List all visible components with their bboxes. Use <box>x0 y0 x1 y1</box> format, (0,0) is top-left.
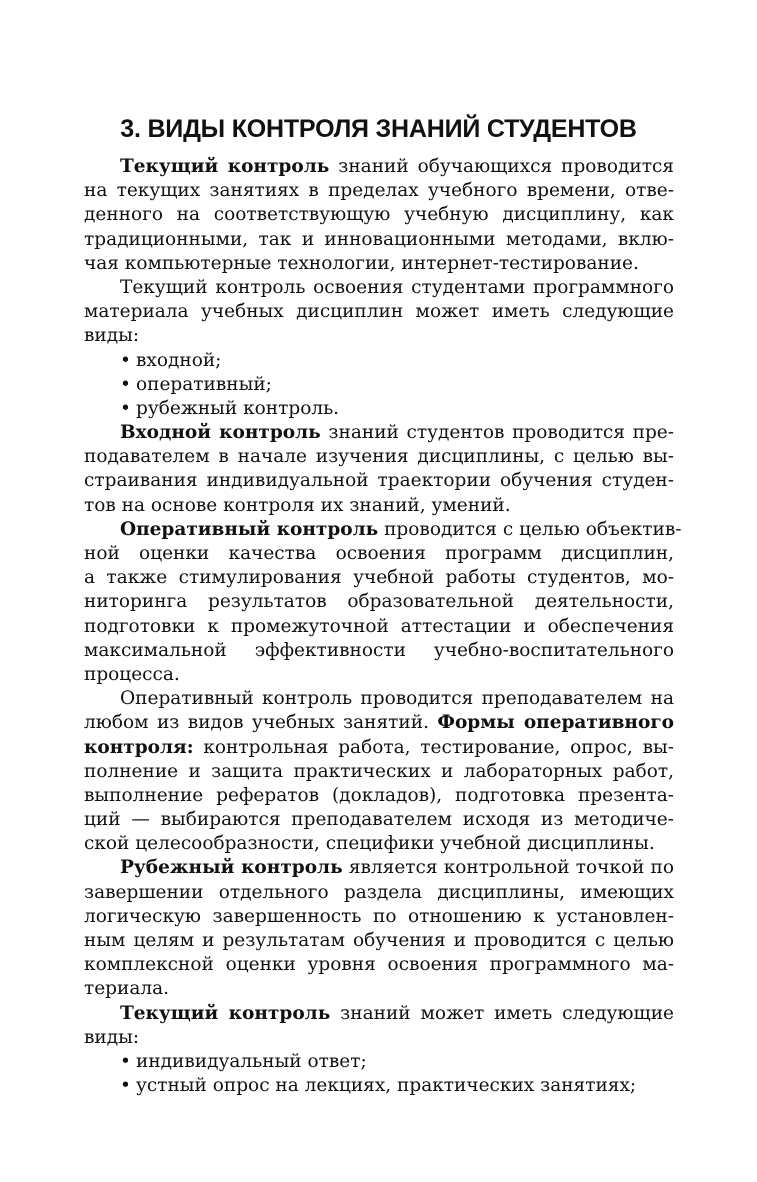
text-line: комплексной оценки уровня освоения программного ма- <box>84 954 674 976</box>
term-bold: Входной контроль <box>120 422 321 444</box>
text-line: на текущих занятиях в пределах учебного времени, отве- <box>84 180 674 202</box>
text-line: Оперативный контроль проводится преподавателем на <box>120 688 674 710</box>
text-line: Текущий контроль знаний обучающихся проводится <box>120 156 674 177</box>
text-line: подготовки к промежуточной аттестации и обеспечения <box>84 615 674 637</box>
text-line: Текущий контроль освоения студентами программного <box>120 276 674 298</box>
list-item: • рубежный контроль. <box>84 397 674 421</box>
text-line: ций — выбираются преподавателем исходя из методиче- <box>84 809 674 831</box>
text-line: традиционными, так и инновационными методами, вклю- <box>84 228 674 250</box>
text-line: а также стимулирования учебной работы студентов, мо- <box>84 567 674 589</box>
text-line: страивания индивидуальной траектории обучения студен- <box>84 470 674 492</box>
section-heading: 3. ВИДЫ КОНТРОЛЯ ЗНАНИЙ СТУДЕНТОВ <box>120 115 637 143</box>
text-line: ской целесообразности, специфики учебной дисциплины. <box>84 833 655 855</box>
list-item: • оперативный; <box>84 373 674 397</box>
term-bold: Оперативный контроль <box>120 518 379 540</box>
text-line: Рубежный контроль является контрольной точкой по <box>120 857 674 879</box>
text-line: контроля: контрольная работа, тестирование, опрос, вы- <box>84 736 674 758</box>
text-line: Входной контроль знаний студентов проводится пре- <box>120 422 674 444</box>
text-line: виды: <box>84 1026 140 1048</box>
text-line: логическую завершенность по отношению к установлен- <box>84 905 674 927</box>
text-line: виды: <box>84 325 140 347</box>
text-line: денного на соответствующую учебную дисциплину, как <box>84 204 674 226</box>
text-line: полнение и защита практических и лабораторных работ, <box>84 760 674 782</box>
text-line: материала учебных дисциплин может иметь следующие <box>84 301 674 323</box>
term-bold: контроля: <box>84 736 194 758</box>
text-line: ной оценки качества освоения программ дисциплин, <box>84 543 674 564</box>
body-text <box>84 155 682 1098</box>
text-line: тов на основе контроля их знаний, умений. <box>84 494 511 516</box>
text-line: любом из видов учебных занятий. Формы оперативного <box>84 712 674 734</box>
term-bold: Формы оперативного <box>437 712 674 734</box>
text-line: выполнение рефератов (докладов), подготовка презента- <box>84 784 674 806</box>
list-item: • входной; <box>84 349 674 373</box>
text-line: чая компьютерные технологии, интернет-тестирование. <box>84 252 639 274</box>
text-line: ным целям и результатам обучения и проводится с целью <box>84 930 674 951</box>
text-line: подавателем в начале изучения дисциплины, с целью вы- <box>84 446 674 468</box>
text-line: ниторинга результатов образовательной деятельности, <box>84 591 674 613</box>
term-bold: Рубежный контроль <box>120 857 343 879</box>
text-line: териала. <box>84 978 170 1000</box>
list-item: • устный опрос на лекциях, практических занятиях; <box>84 1074 674 1098</box>
text-line: процесса. <box>84 663 180 685</box>
text-line: завершении отдельного раздела дисциплины, имеющих <box>84 881 674 903</box>
list-item: • индивидуальный ответ; <box>84 1050 674 1074</box>
term-bold: Текущий контроль <box>120 1002 331 1024</box>
term-bold: Текущий контроль <box>120 156 330 177</box>
text-line: Оперативный контроль проводится с целью объектив- <box>120 518 682 540</box>
text-line: максимальной эффективности учебно-воспитательного <box>84 639 674 661</box>
text-line: Текущий контроль знаний может иметь следующие <box>120 1002 674 1024</box>
